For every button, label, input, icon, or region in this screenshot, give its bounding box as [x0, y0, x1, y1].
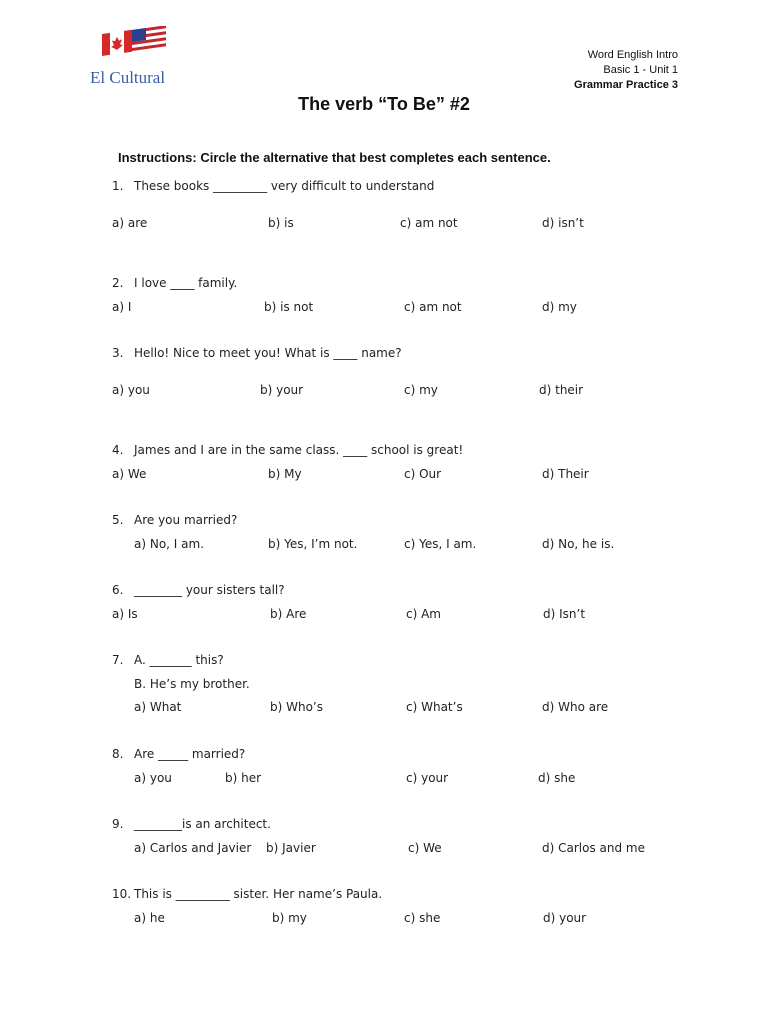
option-a[interactable]: a) Is [112, 607, 138, 621]
question-text: Are you married? [134, 513, 238, 527]
question-text: These books _________ very difficult to understand [134, 179, 435, 193]
option-d[interactable]: d) your [543, 911, 587, 925]
option-a[interactable]: a) Carlos and Javier [134, 841, 252, 855]
option-d[interactable]: d) isn’t [542, 216, 584, 230]
question-number: 10. [112, 887, 132, 901]
option-d[interactable]: d) their [539, 383, 584, 397]
option-b[interactable]: b) her [225, 771, 262, 785]
option-a[interactable]: a) What [134, 700, 182, 714]
option-b[interactable]: b) my [272, 911, 307, 925]
option-b[interactable]: b) My [268, 467, 302, 481]
question-text: Hello! Nice to meet you! What is ____ name? [134, 346, 402, 360]
option-d[interactable]: d) Who are [542, 700, 609, 714]
option-c[interactable]: c) What’s [406, 700, 463, 714]
option-c[interactable]: c) Yes, I am. [404, 537, 477, 551]
question-number: 2. [112, 276, 124, 290]
option-d[interactable]: d) No, he is. [542, 537, 615, 551]
option-a[interactable]: a) are [112, 216, 148, 230]
practice-name: Grammar Practice 3 [574, 79, 678, 91]
page-title: The verb “To Be” #2 [298, 94, 470, 114]
option-d[interactable]: d) my [542, 300, 577, 314]
option-b[interactable]: b) Who’s [270, 700, 323, 714]
option-c[interactable]: c) your [406, 771, 449, 785]
question-number: 5. [112, 513, 124, 527]
option-c[interactable]: c) my [404, 383, 438, 397]
question-text: Are _____ married? [134, 747, 246, 761]
option-d[interactable]: d) Their [542, 467, 589, 481]
option-b[interactable]: b) Are [270, 607, 307, 621]
option-c[interactable]: c) she [404, 911, 441, 925]
option-a[interactable]: a) No, I am. [134, 537, 205, 551]
option-a[interactable]: a) I [112, 300, 132, 314]
instructions: Instructions: Circle the alternative that best completes each sentence. [118, 150, 551, 165]
option-c[interactable]: c) am not [400, 216, 458, 230]
option-b[interactable]: b) is [268, 216, 294, 230]
question-number: 7. [112, 653, 124, 667]
question-number: 9. [112, 817, 124, 831]
question-text-line-2: B. He’s my brother. [134, 677, 250, 691]
option-b[interactable]: b) your [260, 383, 304, 397]
question-text: ________is an architect. [134, 817, 271, 831]
course-level: Basic 1 - Unit 1 [603, 64, 678, 76]
question-text: I love ____ family. [134, 276, 238, 290]
option-d[interactable]: d) Isn’t [543, 607, 586, 621]
question-number: 6. [112, 583, 124, 597]
option-d[interactable]: d) Carlos and me [542, 841, 645, 855]
question-number: 3. [112, 346, 124, 360]
option-a[interactable]: a) you [112, 383, 150, 397]
course-name: Word English Intro [587, 49, 678, 61]
question-text: ________ your sisters tall? [134, 583, 285, 597]
option-c[interactable]: c) We [408, 841, 442, 855]
question-number: 8. [112, 747, 124, 761]
question-number: 4. [112, 443, 124, 457]
option-c[interactable]: c) Our [404, 467, 442, 481]
option-b[interactable]: b) is not [264, 300, 314, 314]
logo-text: El Cultural [90, 68, 166, 87]
option-d[interactable]: d) she [538, 771, 576, 785]
question-text: A. _______ this? [134, 653, 224, 667]
option-a[interactable]: a) he [134, 911, 165, 925]
option-c[interactable]: c) am not [404, 300, 462, 314]
question-number: 1. [112, 179, 124, 193]
option-c[interactable]: c) Am [406, 607, 441, 621]
question-text: This is _________ sister. Her name’s Paula. [134, 887, 383, 901]
option-a[interactable]: a) We [112, 467, 147, 481]
question-text: James and I are in the same class. ____ school is great! [134, 443, 464, 457]
option-a[interactable]: a) you [134, 771, 172, 785]
option-b[interactable]: b) Javier [266, 841, 316, 855]
option-b[interactable]: b) Yes, I’m not. [268, 537, 358, 551]
